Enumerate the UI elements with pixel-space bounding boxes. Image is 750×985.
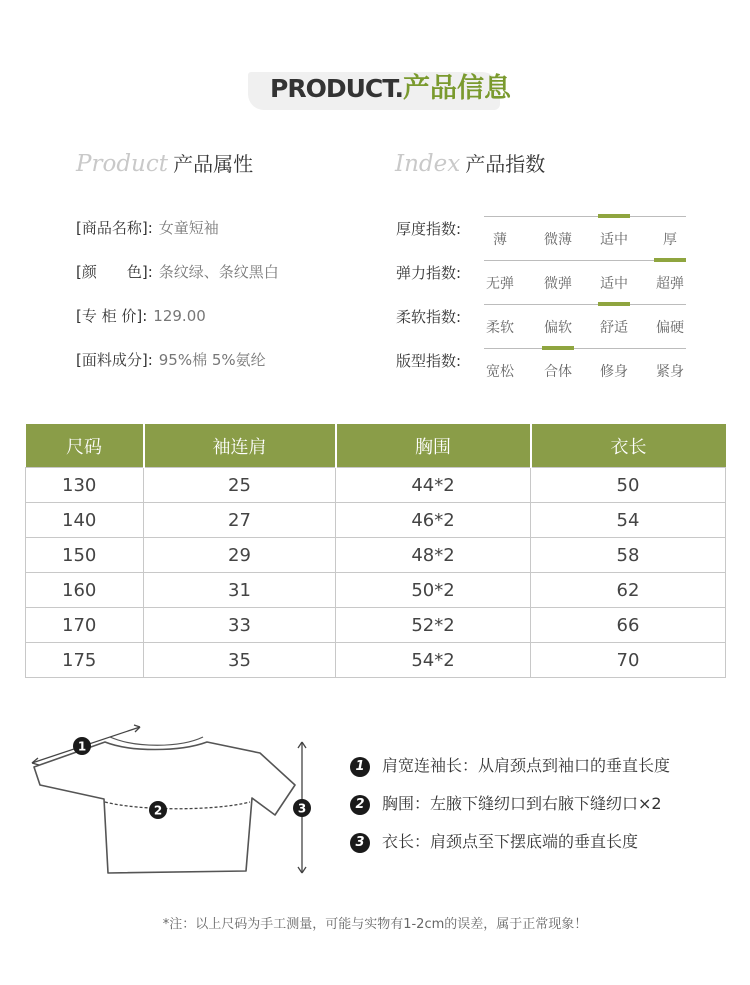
table-cell: 150 [26, 538, 144, 573]
index-option: 厚 [663, 232, 677, 248]
index-selected-marker [654, 258, 686, 262]
table-cell: 25 [144, 468, 336, 503]
attribute-value: 95%棉 5%氨纶 [158, 351, 266, 369]
index-scale-line [484, 304, 686, 305]
legend-number-icon: 3 [350, 833, 370, 853]
attributes-heading [76, 148, 253, 177]
index-label: 版型指数: [396, 352, 462, 370]
svg-text:2: 2 [153, 803, 163, 818]
index-option: 紧身 [656, 364, 684, 380]
table-cell: 70 [531, 643, 726, 678]
index-script-label: Index [395, 151, 461, 177]
table-row [26, 573, 726, 608]
legend-item-length [350, 831, 638, 853]
table-cell: 58 [531, 538, 726, 573]
attribute-label: [面料成分]: [76, 351, 153, 369]
table-cell: 48*2 [336, 538, 531, 573]
table-cell: 140 [26, 503, 144, 538]
attribute-label: [商品名称]: [76, 219, 153, 237]
legend-text: 胸围：左腋下缝纫口到右腋下缝纫口×2 [382, 794, 662, 813]
index-option: 偏软 [544, 320, 572, 336]
table-cell: 35 [144, 643, 336, 678]
index-heading [395, 148, 545, 177]
index-scale-line [484, 216, 686, 217]
garment-diagram [20, 715, 330, 890]
attribute-row-fabric [76, 350, 266, 370]
legend-text: 衣长：肩颈点至下摆底端的垂直长度 [382, 832, 639, 851]
table-cell: 27 [144, 503, 336, 538]
svg-text:3: 3 [297, 801, 307, 816]
table-row [26, 538, 726, 573]
measurement-note: *注：以上尺码为手工测量，可能与实物有1-2cm的误差，属于正常现象！ [162, 917, 588, 932]
table-cell: 52*2 [336, 608, 531, 643]
table-cell: 29 [144, 538, 336, 573]
index-option: 无弹 [486, 276, 514, 292]
table-cell: 44*2 [336, 468, 531, 503]
header-sleeve-shoulder: 袖连肩 [144, 424, 336, 468]
table-row [26, 643, 726, 678]
index-option: 柔软 [486, 320, 514, 336]
index-option: 偏硬 [656, 320, 684, 336]
attribute-row-color [76, 262, 279, 282]
attribute-value: 129.00 [153, 307, 206, 325]
marker-1-icon [73, 737, 91, 755]
index-scale-line [484, 348, 686, 349]
page-title [270, 70, 511, 108]
table-cell: 160 [26, 573, 144, 608]
size-table [25, 424, 726, 678]
table-cell: 62 [531, 573, 726, 608]
index-option: 微弹 [544, 276, 572, 292]
index-option: 舒适 [600, 320, 628, 336]
index-option: 修身 [600, 364, 628, 380]
attribute-row-name [76, 218, 219, 238]
table-cell: 175 [26, 643, 144, 678]
table-cell: 46*2 [336, 503, 531, 538]
index-label: 柔软指数: [396, 308, 462, 326]
index-option: 合体 [544, 364, 572, 380]
attribute-value: 女童短袖 [158, 219, 219, 237]
index-option: 超弹 [656, 276, 684, 292]
index-selected-marker [598, 302, 630, 306]
legend-number-icon: 2 [350, 795, 370, 815]
table-cell: 54*2 [336, 643, 531, 678]
index-label: 弹力指数: [396, 264, 462, 282]
marker-2-icon [149, 801, 167, 819]
table-cell: 66 [531, 608, 726, 643]
index-label: 厚度指数: [396, 220, 462, 238]
index-option: 微薄 [544, 232, 572, 248]
table-row [26, 608, 726, 643]
table-cell: 54 [531, 503, 726, 538]
page-title-en: PRODUCT. [270, 74, 403, 103]
index-selected-marker [542, 346, 574, 350]
header-chest: 胸围 [336, 424, 531, 468]
table-cell: 50 [531, 468, 726, 503]
legend-item-chest [350, 793, 662, 815]
index-option: 适中 [600, 232, 628, 248]
table-row [26, 503, 726, 538]
table-cell: 130 [26, 468, 144, 503]
index-title: 产品指数 [465, 152, 546, 176]
size-table-header-row [26, 424, 726, 468]
table-row [26, 468, 726, 503]
legend-text: 肩宽连袖长：从肩颈点到袖口的垂直长度 [382, 756, 671, 775]
chest-measure-line [105, 802, 250, 809]
attribute-label: [颜 色]: [76, 263, 153, 281]
attribute-label: [专 柜 价]: [76, 307, 148, 325]
table-cell: 31 [144, 573, 336, 608]
index-option: 适中 [600, 276, 628, 292]
attribute-value: 条纹绿、条纹黑白 [158, 263, 279, 281]
attributes-title: 产品属性 [173, 152, 254, 176]
table-cell: 33 [144, 608, 336, 643]
index-selected-marker [598, 214, 630, 218]
svg-text:1: 1 [77, 739, 87, 754]
legend-item-sleeve [350, 755, 670, 777]
header-size: 尺码 [26, 424, 144, 468]
header-length: 衣长 [531, 424, 726, 468]
legend-number-icon: 1 [350, 757, 370, 777]
table-cell: 50*2 [336, 573, 531, 608]
marker-3-icon [293, 799, 311, 817]
page-title-cn: 产品信息 [402, 73, 511, 104]
index-option: 薄 [493, 232, 507, 248]
table-cell: 170 [26, 608, 144, 643]
attributes-script-label: Product [76, 151, 168, 177]
index-option: 宽松 [486, 364, 514, 380]
attribute-row-price [76, 306, 206, 326]
